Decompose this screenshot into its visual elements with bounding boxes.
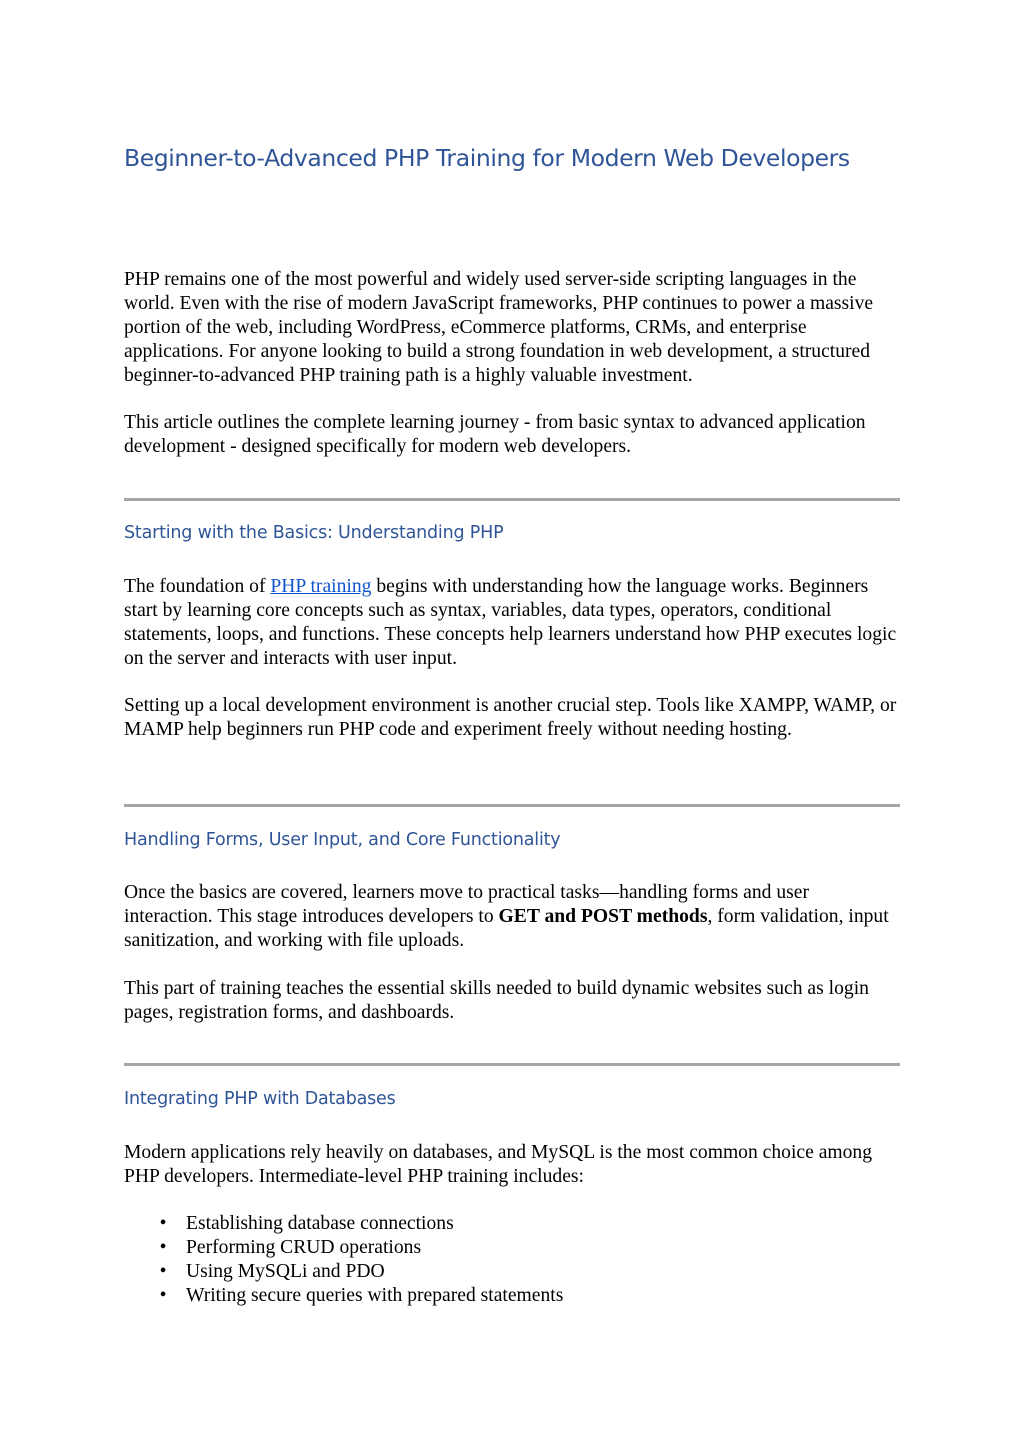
bullet-icon: •: [159, 1213, 167, 1234]
heading-databases: Integrating PHP with Databases: [124, 1089, 396, 1109]
list-item: [124, 1212, 563, 1236]
list-item-text: Using MySQLi and PDO: [186, 1261, 385, 1282]
section-divider: [124, 804, 900, 807]
list-item: [124, 1236, 563, 1260]
databases-paragraph-1: Modern applications rely heavily on databases, and MySQL is the most common choice among PHP developers. Intermediate-level PHP training includes:: [124, 1142, 873, 1187]
bullet-icon: •: [159, 1237, 167, 1258]
intro-paragraph-2: This article outlines the complete learning journey - from basic syntax to advanced application development - designed specifically for modern web developers.: [124, 412, 866, 457]
forms-paragraph-1: [124, 881, 900, 953]
forms-text-before-bold: Once the basics are covered, learners move to practical tasks—handling forms and user interaction. This stage introduces developers to: [124, 882, 809, 927]
forms-text-after-bold: , form validation, input sanitization, and working with file uploads.: [124, 906, 889, 951]
bullet-icon: •: [159, 1285, 167, 1306]
heading-forms: Handling Forms, User Input, and Core Functionality: [124, 830, 561, 850]
document-title: Beginner-to-Advanced PHP Training for Modern Web Developers: [124, 144, 850, 172]
heading-basics: Starting with the Basics: Understanding PHP: [124, 523, 504, 543]
section-divider: [124, 498, 900, 501]
list-item: [124, 1260, 563, 1284]
database-topics-list: [124, 1212, 563, 1308]
basics-paragraph-2: Setting up a local development environment is another crucial step. Tools like XAMPP, WAMP, or MAMP help beginners run PHP code and experiment freely without needing hosting.: [124, 695, 897, 740]
get-post-methods-bold: GET and POST methods: [498, 906, 708, 927]
intro-paragraph-1: PHP remains one of the most powerful and widely used server-side scripting languages in the world. Even with the rise of modern JavaScript frameworks, PHP continues to power a massive portion of the web, including WordPress, eCommerce platforms, CRMs, and enterprise applications. For anyone looking to build a strong foundation in web development, a structured beginner-to-advanced PHP training path is a highly valuable investment.: [124, 269, 874, 386]
basics-text-after-link: begins with understanding how the language works. Beginners start by learning core concepts such as syntax, variables, data types, operators, conditional statements, loops, and functions. These concepts help learners understand how PHP executes logic on the server and interacts with user input.: [124, 576, 897, 669]
php-training-link[interactable]: PHP training: [270, 576, 372, 597]
basics-paragraph-1: [124, 575, 900, 671]
list-item: [124, 1284, 563, 1308]
list-item-text: Performing CRUD operations: [186, 1237, 422, 1258]
bullet-icon: •: [159, 1261, 167, 1282]
basics-text-before-link: The foundation of: [124, 576, 271, 597]
list-item-text: Establishing database connections: [186, 1213, 454, 1234]
list-item-text: Writing secure queries with prepared statements: [186, 1285, 564, 1306]
section-divider: [124, 1063, 900, 1066]
forms-paragraph-2: This part of training teaches the essential skills needed to build dynamic websites such as login pages, registration forms, and dashboards.: [124, 978, 869, 1023]
